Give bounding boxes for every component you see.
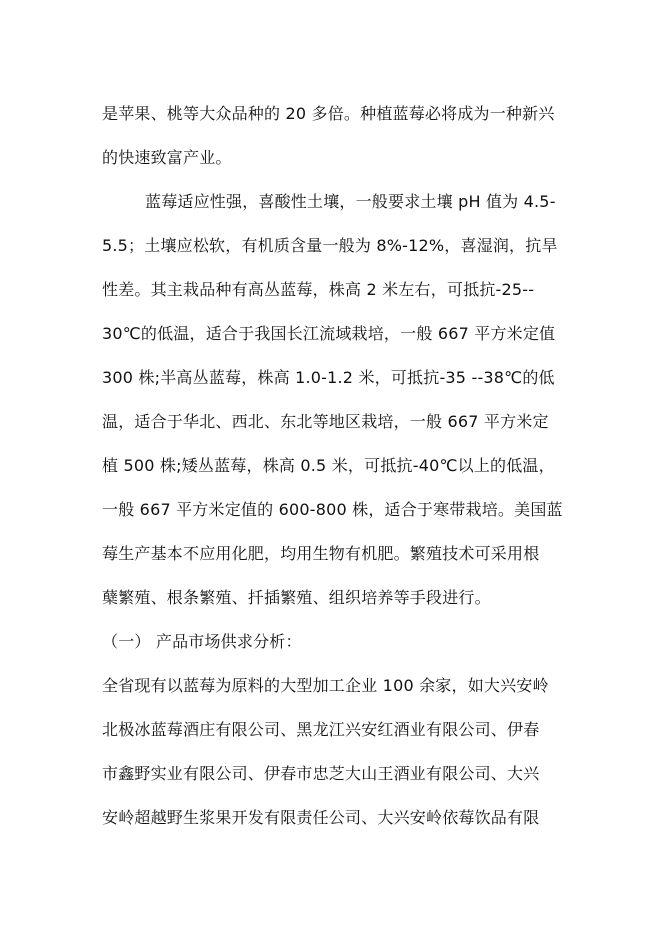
text-line-9: 植 500 株;矮丛蓝莓，株高 0.5 米，可抵抗-40℃以上的低温， <box>102 456 555 475</box>
text-line-7: 300 株;半高丛蓝莓，株高 1.0-1.2 米，可抵抗-35 --38℃的低 <box>102 368 555 387</box>
text-line-14: 全省现有以蓝莓为原料的大型加工企业 100 余家，如大兴安岭 <box>102 676 549 695</box>
section-heading: （一） 产品市场供求分析： <box>102 632 302 651</box>
text-line-16: 市鑫野实业有限公司、伊春市忠芝大山王酒业有限公司、大兴 <box>102 764 540 783</box>
text-line-11: 莓生产基本不应用化肥，均用生物有机肥。繁殖技术可采用根 <box>102 544 540 563</box>
text-line-15: 北极冰蓝莓酒庄有限公司、黑龙江兴安红酒业有限公司、伊春 <box>102 720 540 739</box>
text-line-5: 性差。其主栽品种有高丛蓝莓，株高 2 米左右，可抵抗-25-- <box>102 280 535 299</box>
text-line-8: 温，适合于华北、西北、东北等地区栽培，一般 667 平方米定 <box>102 412 549 431</box>
text-line-2: 的快速致富产业。 <box>102 148 232 167</box>
text-line-4: 5.5；土壤应松软，有机质含量一般为 8%-12%，喜湿润，抗旱 <box>102 236 558 255</box>
text-line-17: 安岭超越野生浆果开发有限责任公司、大兴安岭依莓饮品有限 <box>102 808 540 827</box>
text-line-3: 蓝莓适应性强，喜酸性土壤，一般要求土壤 pH 值为 4.5- <box>145 192 556 211</box>
text-line-6: 30℃的低温，适合于我国长江流域栽培，一般 667 平方米定值 <box>102 324 556 343</box>
text-line-10: 一般 667 平方米定值的 600-800 株，适合于寒带栽培。美国蓝 <box>102 500 563 519</box>
text-line-1: 是苹果、桃等大众品种的 20 多倍。种植蓝莓必将成为一种新兴 <box>102 104 555 123</box>
text-line-12: 蘖繁殖、根条繁殖、扦插繁殖、组织培养等手段进行。 <box>102 588 491 607</box>
